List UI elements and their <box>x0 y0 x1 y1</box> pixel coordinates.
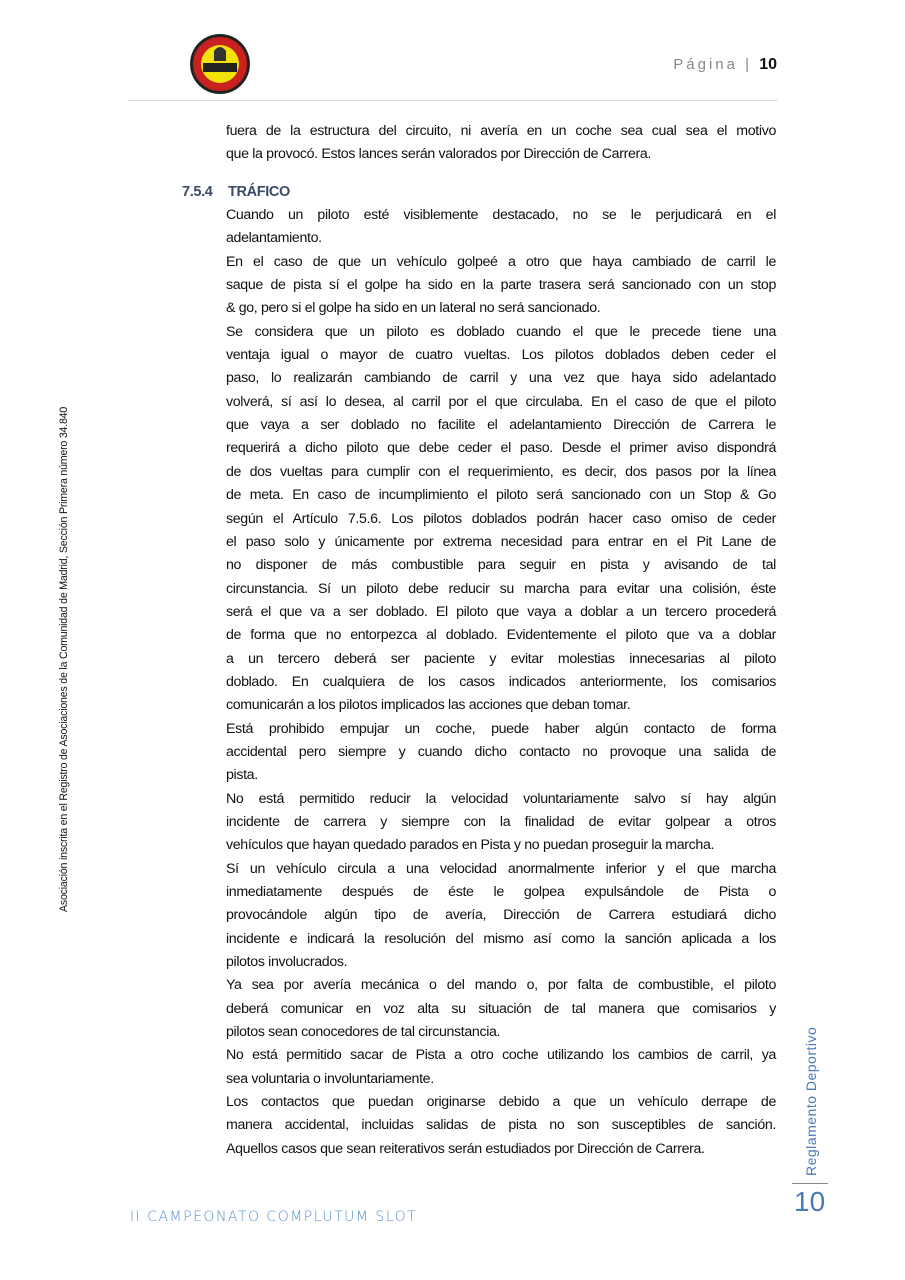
paragraph <box>226 1091 776 1161</box>
text-line: el paso solo y únicamente por extrema necesidad para entrar en el Pit Lane de <box>226 533 776 550</box>
club-logo <box>189 33 251 95</box>
footer-title: II CAMPEONATO COMPLUTUM SLOT <box>130 1209 418 1225</box>
text-line: volverá, sí así lo desea, al carril por el que circulaba. En el caso de que el piloto <box>226 393 776 410</box>
text-line: a un tercero deberá ser paciente y evitar molestias innecesarias al piloto <box>226 650 776 667</box>
paragraph <box>226 321 776 718</box>
text-line: Ya sea por avería mecánica o del mando o, por falta de combustible, el piloto <box>226 977 776 994</box>
page-number-header: Página | 10 <box>673 56 777 73</box>
margin-label: Reglamento Deportivo <box>803 1026 819 1176</box>
text-line: según el Artículo 7.5.6. Los pilotos doblados podrán hacer caso omiso de ceder <box>226 510 776 527</box>
text-line: Aquellos casos que sean reiterativos serán estudiados por Dirección de Carrera. <box>226 1140 705 1157</box>
body-text <box>182 120 776 1161</box>
text-line: pilotos sean conocedores de tal circunstancia. <box>226 1024 501 1041</box>
text-line: accidental pero siempre y cuando dicho contacto no provoque una salida de <box>226 743 776 760</box>
text-line: & go, pero si el golpe ha sido en un lateral no será sancionado. <box>226 300 601 317</box>
text-line: comunicarán a los pilotos implicados las acciones que deban tomar. <box>226 697 631 714</box>
text-line: de forma que no entorpezca al doblado. Evidentemente el piloto que va a doblar <box>226 627 776 644</box>
association-note: Asociación inscrita en el Registro de Asociaciones de la Comunidad de Madrid, Sección Primera número 34.840 <box>58 406 70 912</box>
paragraph <box>226 251 776 321</box>
paragraph <box>226 204 776 251</box>
text-line: vehículos que hayan quedado parados en Pista y no puedan proseguir la marcha. <box>226 837 715 854</box>
text-line: requerirá a dicho piloto que debe ceder el paso. Desde el primer aviso dispondrá <box>226 440 776 457</box>
text-line: pista. <box>226 767 258 784</box>
paragraph <box>226 1044 776 1091</box>
text-line: pilotos involucrados. <box>226 954 348 971</box>
text-line: Está prohibido empujar un coche, puede haber algún contacto de forma <box>226 720 776 737</box>
text-line: saque de pista sí el golpe ha sido en la parte trasera será sancionado con un stop <box>226 277 776 294</box>
text-line: fuera de la estructura del circuito, ni avería en un coche sea cual sea el motivo <box>226 123 776 139</box>
text-line: Cuando un piloto esté visiblemente destacado, no se le perjudicará en el <box>226 207 776 224</box>
paragraph <box>226 788 776 858</box>
margin-page-number: 10 <box>794 1186 826 1217</box>
text-line: manera accidental, incluidas salidas de pista no son susceptibles de sanción. <box>226 1117 776 1134</box>
text-line: provocándole algún tipo de avería, Dirección de Carrera estudiará dicho <box>226 907 776 924</box>
text-line: adelantamiento. <box>226 230 322 247</box>
text-line: incidente de carrera y siempre con la finalidad de evitar golpear a otros <box>226 813 776 830</box>
text-line: ventaja igual o mayor de cuatro vueltas. Los pilotos doblados deben ceder el <box>226 347 776 364</box>
paragraph <box>226 974 776 1044</box>
text-line: será el que va a ser doblado. El piloto que vaya a doblar a un tercero procederá <box>226 603 776 620</box>
paragraph <box>226 718 776 788</box>
text-line: deberá comunicar en voz alta su situación de tal manera que comisarios y <box>226 1000 776 1017</box>
text-line: circunstancia. Sí un piloto debe reducir su marcha para evitar una colisión, éste <box>226 580 776 597</box>
paragraph <box>226 858 776 975</box>
text-line: Se considera que un piloto es doblado cuando el que le precede tiene una <box>226 323 776 340</box>
text-line: sea voluntaria o involuntariamente. <box>226 1070 434 1087</box>
text-line: inmediatamente después de éste le golpea expulsándole de Pista o <box>226 884 776 900</box>
text-line: doblado. En cualquiera de los casos indicados anteriormente, los comisarios <box>226 673 776 690</box>
text-line: Los contactos que puedan originarse debido a que un vehículo derrape de <box>226 1094 776 1111</box>
text-line: no disponer de más combustible para seguir en pista y avisando de tal <box>226 557 776 574</box>
text-line: de meta. En caso de incumplimiento el piloto será sancionado con un Stop & Go <box>226 487 776 504</box>
intro-paragraph <box>226 120 776 167</box>
text-line: incidente e indicará la resolución del mismo así como la sanción aplicada a los <box>226 930 776 947</box>
text-line: En el caso de que un vehículo golpeé a otro que haya cambiado de carril le <box>226 253 776 270</box>
section-heading: 7.5.4 TRÁFICO <box>182 183 290 200</box>
text-line: paso, lo realizarán cambiando de carril y una vez que haya sido adelantado <box>226 370 776 387</box>
text-line: de dos vueltas para cumplir con el requerimiento, es decir, dos pasos por la línea <box>226 463 776 480</box>
margin-divider <box>792 1183 828 1184</box>
text-line: Sí un vehículo circula a una velocidad anormalmente inferior y el que marcha <box>226 860 776 877</box>
header-divider <box>128 100 778 101</box>
text-line: No está permitido sacar de Pista a otro coche utilizando los cambios de carril, ya <box>226 1047 776 1064</box>
text-line: que la provocó. Estos lances serán valorados por Dirección de Carrera. <box>226 146 651 163</box>
text-line: No está permitido reducir la velocidad voluntariamente salvo sí hay algún <box>226 790 776 807</box>
text-line: que vaya a ser doblado no facilite el adelantamiento Dirección de Carrera le <box>226 417 776 434</box>
